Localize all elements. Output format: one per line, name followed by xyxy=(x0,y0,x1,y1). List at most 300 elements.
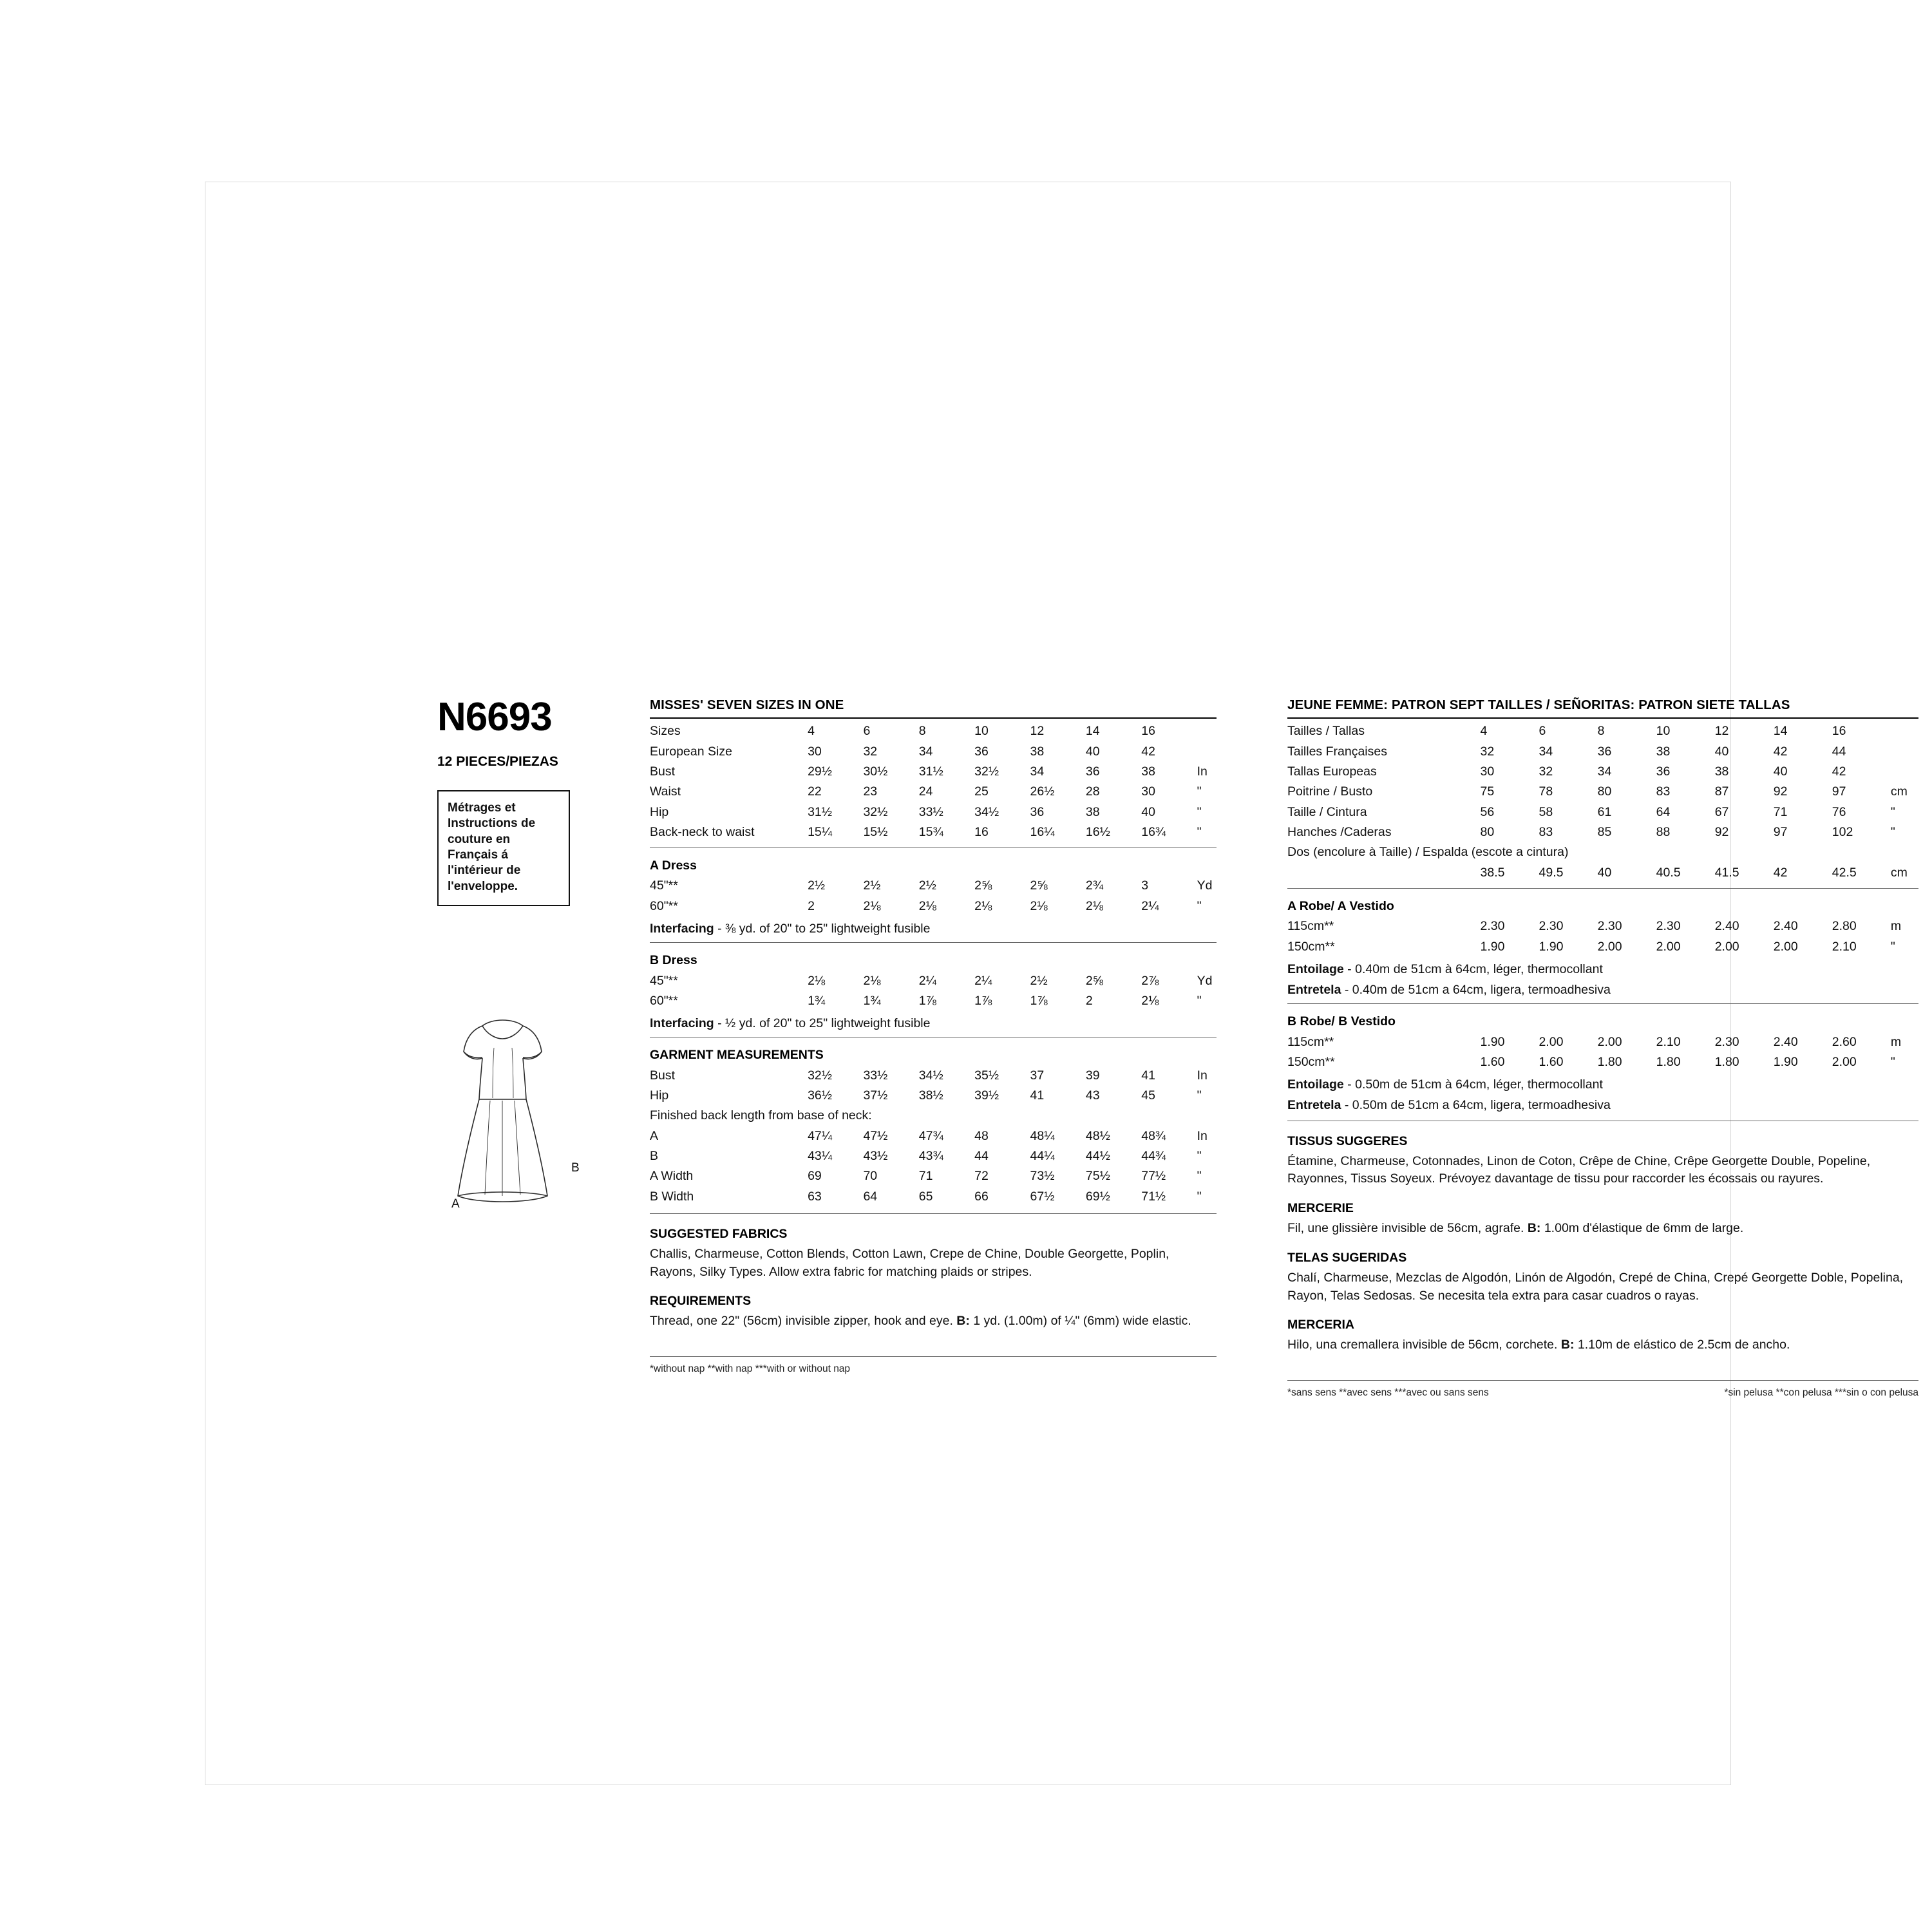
cell: 1.60 xyxy=(1539,1054,1564,1069)
cell: 34½ xyxy=(974,804,999,819)
cell: 31½ xyxy=(808,804,833,819)
table-row xyxy=(650,971,1217,990)
cell: 2⅛ xyxy=(1141,993,1159,1008)
english-footnote-text: *without nap **with nap ***with or without nap xyxy=(650,1363,851,1375)
table-row xyxy=(1287,863,1918,883)
garment-measurements-table xyxy=(650,1065,1217,1207)
table-row xyxy=(650,762,1217,782)
cell: 2¾ xyxy=(1085,878,1103,893)
envelope-back-page xyxy=(205,182,1918,1785)
cell: 1.90 xyxy=(1480,1034,1505,1049)
cell: 36 xyxy=(1656,764,1671,779)
cell: 63 xyxy=(808,1189,822,1204)
cell: 43¾ xyxy=(918,1149,943,1164)
cell: 39½ xyxy=(974,1088,999,1103)
cell: 36½ xyxy=(808,1088,833,1103)
row-label xyxy=(1287,863,1481,883)
cell: 40.5 xyxy=(1656,865,1681,880)
cell: 34 xyxy=(918,744,933,759)
divider xyxy=(1287,888,1918,889)
cell: 2.30 xyxy=(1656,919,1681,934)
row-label: Hip xyxy=(650,804,669,819)
english-column xyxy=(650,697,1217,1375)
cell: 41 xyxy=(1030,1088,1045,1103)
b-robe-title: B Robe/ B Vestido xyxy=(1287,1014,1396,1029)
cell: 37½ xyxy=(863,1088,888,1103)
row-label: 150cm** xyxy=(1287,939,1335,954)
unit: In xyxy=(1197,1068,1208,1083)
table-row xyxy=(650,896,1217,916)
figure-label-b: B xyxy=(571,1160,580,1175)
cell: 22 xyxy=(808,784,822,799)
row-label: 115cm** xyxy=(1287,919,1334,934)
row-label: Sizes xyxy=(650,724,681,739)
cell: 2⅛ xyxy=(863,973,881,988)
cell: 38 xyxy=(1085,804,1100,819)
cell: 34 xyxy=(1597,764,1612,779)
cell: 2.60 xyxy=(1832,1034,1857,1049)
cell: 69½ xyxy=(1085,1189,1110,1204)
table-row xyxy=(650,1166,1217,1186)
unit: " xyxy=(1890,825,1895,840)
cell: 14 xyxy=(1773,724,1788,739)
a-robe-entoilage: Entoilage - 0.40m de 51cm à 64cm, léger, thermocollant xyxy=(1287,961,1603,976)
cell: 37 xyxy=(1030,1068,1045,1083)
cell: 2½ xyxy=(1030,973,1048,988)
cell: 44¼ xyxy=(1030,1149,1055,1164)
cell: 32½ xyxy=(863,804,888,819)
cell: 72 xyxy=(974,1169,989,1184)
requirements-text: Thread, one 22" (56cm) invisible zipper, hook and eye. B: 1 yd. (1.00m) of ¼" (6mm) wide elastic. xyxy=(650,1314,1191,1329)
cell: 1⅞ xyxy=(1030,993,1048,1008)
cell: 42 xyxy=(1773,865,1788,880)
table-row xyxy=(1287,741,1918,761)
pieces-count: 12 PIECES/PIEZAS xyxy=(437,754,558,769)
cell: 38 xyxy=(1141,764,1155,779)
cell: 40 xyxy=(1773,764,1788,779)
cell: 48¼ xyxy=(1030,1128,1055,1143)
cell: 97 xyxy=(1832,784,1846,799)
suggested-fabrics-title: SUGGESTED FABRICS xyxy=(650,1227,788,1241)
cell: 69 xyxy=(808,1169,822,1184)
cell: 1.60 xyxy=(1480,1054,1505,1069)
unit: " xyxy=(1890,1054,1895,1069)
cell: 44½ xyxy=(1085,1149,1110,1164)
cell: 2.00 xyxy=(1656,939,1681,954)
table-row xyxy=(650,782,1217,802)
cell: 32 xyxy=(1480,744,1495,759)
cell: 25 xyxy=(974,784,989,799)
cell: 16¾ xyxy=(1141,825,1166,840)
unit: " xyxy=(1197,1149,1202,1164)
unit: " xyxy=(1197,1189,1202,1204)
b-robe-entretela: Entretela - 0.50m de 51cm a 64cm, ligera, termoadhesiva xyxy=(1287,1098,1611,1113)
unit: " xyxy=(1197,993,1202,1008)
cell: 36 xyxy=(1030,804,1045,819)
cell: 40 xyxy=(1141,804,1155,819)
row-label: 115cm** xyxy=(1287,1034,1334,1049)
cell: 1¾ xyxy=(808,993,826,1008)
cell: 29½ xyxy=(808,764,833,779)
requirements-title: REQUIREMENTS xyxy=(650,1294,752,1309)
a-robe-entretela: Entretela - 0.40m de 51cm a 64cm, ligera, termoadhesiva xyxy=(1287,983,1611,998)
row-label: Taille / Cintura xyxy=(1287,804,1367,819)
table-row xyxy=(650,741,1217,761)
table-row xyxy=(1287,822,1918,842)
cell: 24 xyxy=(918,784,933,799)
english-heading: MISSES' SEVEN SIZES IN ONE xyxy=(650,697,1217,719)
cell: 2 xyxy=(1085,993,1093,1008)
cell: 1¾ xyxy=(863,993,881,1008)
cell: 10 xyxy=(974,724,989,739)
cell: 40 xyxy=(1714,744,1729,759)
cell: 40 xyxy=(1597,865,1612,880)
cell: 2⅛ xyxy=(1085,898,1103,913)
cell: 80 xyxy=(1480,825,1495,840)
cell: 1.90 xyxy=(1539,939,1564,954)
unit: " xyxy=(1890,939,1895,954)
unit: m xyxy=(1890,919,1902,934)
cell: 58 xyxy=(1539,804,1553,819)
cell: 26½ xyxy=(1030,784,1055,799)
divider xyxy=(1287,1003,1918,1004)
table-row xyxy=(1287,842,1918,862)
cell: 65 xyxy=(918,1189,933,1204)
a-dress-table xyxy=(650,876,1217,916)
english-size-table xyxy=(650,721,1217,842)
cell: 2⅝ xyxy=(1030,878,1048,893)
cell: 44 xyxy=(974,1149,989,1164)
table-row xyxy=(650,1086,1217,1106)
cell: 45 xyxy=(1141,1088,1155,1103)
cell: 32 xyxy=(1539,764,1553,779)
cell: 2½ xyxy=(863,878,881,893)
cell: 102 xyxy=(1832,825,1853,840)
row-label: Hip xyxy=(650,1088,669,1103)
cell: 71 xyxy=(1773,804,1788,819)
cell: 75½ xyxy=(1085,1169,1110,1184)
b-dress-title: B Dress xyxy=(650,953,697,968)
table-row xyxy=(1287,936,1918,956)
cell: 2½ xyxy=(918,878,936,893)
cell: 41.5 xyxy=(1714,865,1739,880)
cell: 1.80 xyxy=(1597,1054,1622,1069)
cell: 36 xyxy=(1597,744,1612,759)
cell: 76 xyxy=(1832,804,1846,819)
b-dress-interfacing: Interfacing - ½ yd. of 20" to 25" lightweight fusible xyxy=(650,1016,931,1031)
cell: 16 xyxy=(1832,724,1846,739)
cell: 42.5 xyxy=(1832,865,1857,880)
cell: 33½ xyxy=(863,1068,888,1083)
cell: 92 xyxy=(1714,825,1729,840)
cell: 66 xyxy=(974,1189,989,1204)
french-instructions-box xyxy=(437,790,570,906)
cell: 75 xyxy=(1480,784,1495,799)
cell: 70 xyxy=(863,1169,878,1184)
cell: 31½ xyxy=(918,764,943,779)
cell: 2½ xyxy=(808,878,826,893)
cell: 87 xyxy=(1714,784,1729,799)
mercerie-text: Fil, une glissière invisible de 56cm, agrafe. B: 1.00m d'élastique de 6mm de large. xyxy=(1287,1221,1744,1236)
cell: 2.30 xyxy=(1539,919,1564,934)
figure-label-a: A xyxy=(451,1197,460,1211)
row-label: 45"** xyxy=(650,878,678,893)
cell: 32½ xyxy=(974,764,999,779)
cell: 2.40 xyxy=(1773,919,1798,934)
cell: 1⅞ xyxy=(918,993,936,1008)
cell: 44¾ xyxy=(1141,1149,1166,1164)
cell: 38.5 xyxy=(1480,865,1505,880)
cell: 47½ xyxy=(863,1128,888,1143)
cell: 38 xyxy=(1656,744,1671,759)
row-label: Poitrine / Busto xyxy=(1287,784,1373,799)
cell: 2⅛ xyxy=(1030,898,1048,913)
row-label: Waist xyxy=(650,784,681,799)
cell: 33½ xyxy=(918,804,943,819)
row-label: Back-neck to waist xyxy=(650,825,755,840)
cell: 2.00 xyxy=(1714,939,1739,954)
telas-title: TELAS SUGERIDAS xyxy=(1287,1250,1407,1265)
row-label: European Size xyxy=(650,744,732,759)
telas-text: Chalí, Charmeuse, Mezclas de Algodón, Linón de Algodón, Crepé de China, Crepé Georgette Doble, Popelina, Rayon, Telas Sedosas. Se necesita tela extra para casar cuadros o rayas. xyxy=(1287,1270,1904,1303)
cell: 32½ xyxy=(808,1068,833,1083)
cell: 34½ xyxy=(918,1068,943,1083)
cell: 39 xyxy=(1085,1068,1100,1083)
cell: 36 xyxy=(1085,764,1100,779)
unit xyxy=(1197,741,1217,761)
cell: 34 xyxy=(1539,744,1553,759)
cell: 16½ xyxy=(1085,825,1110,840)
cell: 36 xyxy=(974,744,989,759)
french-instructions-text: Métrages et Instructions de couture en Français á l'intérieur de l'enveloppe. xyxy=(448,801,536,893)
cell: 16 xyxy=(974,825,989,840)
page-title: N6693 xyxy=(437,695,552,739)
cell: 2.00 xyxy=(1832,1054,1857,1069)
row-label: 150cm** xyxy=(1287,1054,1335,1069)
cell: 85 xyxy=(1597,825,1612,840)
cell: 15¼ xyxy=(808,825,833,840)
cell: 35½ xyxy=(974,1068,999,1083)
unit: " xyxy=(1197,804,1202,819)
cell: 4 xyxy=(1480,724,1488,739)
cell: 2 xyxy=(808,898,815,913)
divider xyxy=(650,942,1217,943)
row-label: Tailles Françaises xyxy=(1287,744,1387,759)
cell: 41 xyxy=(1141,1068,1155,1083)
cell: 77½ xyxy=(1141,1169,1166,1184)
row-label: A xyxy=(650,1128,659,1143)
cell: 2¼ xyxy=(974,973,992,988)
cell: 2⅛ xyxy=(863,898,881,913)
unit: In xyxy=(1197,1128,1208,1143)
cell: 67½ xyxy=(1030,1189,1055,1204)
cell: 12 xyxy=(1030,724,1045,739)
table-row xyxy=(650,991,1217,1011)
table-row xyxy=(650,822,1217,842)
dress-line-drawing-svg xyxy=(437,1003,592,1222)
unit xyxy=(1197,721,1217,741)
cell: 1.90 xyxy=(1480,939,1505,954)
b-dress-table xyxy=(650,971,1217,1011)
cell: 16 xyxy=(1141,724,1155,739)
cell: 43½ xyxy=(863,1149,888,1164)
french-footnote-text: *sans sens **avec sens ***avec ou sans sens xyxy=(1287,1387,1489,1398)
french-size-table xyxy=(1287,721,1918,883)
table-row xyxy=(1287,916,1918,936)
tissus-text: Étamine, Charmeuse, Cotonnades, Linon de Coton, Crêpe de Chine, Crêpe Georgette Double, Popeline, Rayonnes, Tissus Soyeux. Prévoyez davantage de tissu pour raccorder les écossais ou rayures. xyxy=(1287,1153,1871,1186)
cell: 10 xyxy=(1656,724,1671,739)
a-robe-table xyxy=(1287,916,1918,957)
cell: 2.80 xyxy=(1832,919,1857,934)
merceria-title: MERCERIA xyxy=(1287,1318,1355,1332)
back-neck-label: Dos (encolure à Taille) / Espalda (escote a cintura) xyxy=(1287,845,1569,860)
cell: 47¼ xyxy=(808,1128,833,1143)
cell: 80 xyxy=(1597,784,1612,799)
cell: 88 xyxy=(1656,825,1671,840)
cell: 15½ xyxy=(863,825,888,840)
cell: 2⅞ xyxy=(1141,973,1159,988)
left-rail xyxy=(437,697,630,1222)
cell: 78 xyxy=(1539,784,1553,799)
table-row xyxy=(650,1146,1217,1166)
row-label: Bust xyxy=(650,1068,676,1083)
table-row xyxy=(1287,782,1918,802)
a-dress-title: A Dress xyxy=(650,858,697,873)
cell: 40 xyxy=(1085,744,1100,759)
divider xyxy=(650,1213,1217,1214)
unit: " xyxy=(1197,784,1202,799)
unit: m xyxy=(1890,1034,1902,1049)
cell: 2.10 xyxy=(1832,939,1857,954)
cell: 56 xyxy=(1480,804,1495,819)
cell: 83 xyxy=(1539,825,1553,840)
cell: 2.00 xyxy=(1597,939,1622,954)
cell: 14 xyxy=(1085,724,1100,739)
cell: 38 xyxy=(1030,744,1045,759)
cell: 48¾ xyxy=(1141,1128,1166,1143)
cell: 38½ xyxy=(918,1088,943,1103)
cell: 30 xyxy=(808,744,822,759)
table-row xyxy=(650,1106,1217,1126)
dress-illustration xyxy=(437,1003,592,1222)
unit: " xyxy=(1197,1169,1202,1184)
row-label: A Width xyxy=(650,1169,694,1184)
cell: 30 xyxy=(1480,764,1495,779)
unit xyxy=(1891,721,1918,741)
cell: 2¼ xyxy=(1141,898,1159,913)
cell: 1.80 xyxy=(1714,1054,1739,1069)
unit: " xyxy=(1197,898,1202,913)
table-row xyxy=(1287,721,1918,741)
cell: 97 xyxy=(1773,825,1788,840)
cell: 2.40 xyxy=(1773,1034,1798,1049)
cell: 32 xyxy=(863,744,878,759)
cell: 3 xyxy=(1141,878,1149,893)
cell: 4 xyxy=(808,724,815,739)
cell: 30½ xyxy=(863,764,888,779)
row-label: 60"** xyxy=(650,993,678,1008)
row-label: Hanches /Caderas xyxy=(1287,825,1392,840)
cell: 43¼ xyxy=(808,1149,833,1164)
garment-measurements-title: GARMENT MEASUREMENTS xyxy=(650,1048,824,1063)
cell: 71½ xyxy=(1141,1189,1166,1204)
b-robe-entoilage: Entoilage - 0.50m de 51cm à 64cm, léger, thermocollant xyxy=(1287,1077,1603,1092)
cell: 47¾ xyxy=(918,1128,943,1143)
cell: 8 xyxy=(1597,724,1605,739)
cell: 44 xyxy=(1832,744,1846,759)
table-row xyxy=(650,1187,1217,1207)
unit: " xyxy=(1890,804,1895,819)
cell: 2.00 xyxy=(1597,1034,1622,1049)
table-row xyxy=(650,1065,1217,1085)
cell: 92 xyxy=(1773,784,1788,799)
french-spanish-column xyxy=(1287,697,1918,1399)
cell: 2.30 xyxy=(1597,919,1622,934)
table-row xyxy=(1287,1052,1918,1072)
cell: 23 xyxy=(863,784,878,799)
finished-length-label: Finished back length from base of neck: xyxy=(650,1108,872,1123)
b-robe-table xyxy=(1287,1032,1918,1072)
cell: 2⅛ xyxy=(808,973,826,988)
row-label: 60"** xyxy=(650,898,678,913)
cell: 1.80 xyxy=(1656,1054,1681,1069)
cell: 2.40 xyxy=(1714,919,1739,934)
table-row xyxy=(1287,762,1918,782)
cell: 2.10 xyxy=(1656,1034,1681,1049)
cell: 2.30 xyxy=(1480,919,1505,934)
cell: 2⅛ xyxy=(974,898,992,913)
cell: 61 xyxy=(1597,804,1612,819)
suggested-fabrics-text: Challis, Charmeuse, Cotton Blends, Cotton Lawn, Crepe de Chine, Double Georgette, Poplin, Rayons, Silky Types. Allow extra fabric for matching plaids or stripes. xyxy=(650,1247,1170,1279)
cell: 1⅞ xyxy=(974,993,992,1008)
unit: " xyxy=(1197,1088,1202,1103)
unit: In xyxy=(1197,764,1208,779)
cell: 43 xyxy=(1085,1088,1100,1103)
cell: 67 xyxy=(1714,804,1729,819)
english-footnotes xyxy=(650,1356,1217,1375)
row-label: B xyxy=(650,1149,659,1164)
table-row xyxy=(1287,1032,1918,1052)
unit xyxy=(1891,741,1918,761)
cell: 34 xyxy=(1030,764,1045,779)
table-row xyxy=(650,876,1217,896)
cell: 15¾ xyxy=(918,825,943,840)
row-label: Bust xyxy=(650,764,676,779)
unit: Yd xyxy=(1197,878,1213,893)
a-robe-title: A Robe/ A Vestido xyxy=(1287,899,1394,913)
row-label: Tailles / Tallas xyxy=(1287,724,1365,739)
cell: 16¼ xyxy=(1030,825,1055,840)
spanish-footnote-text: *sin pelusa **con pelusa ***sin o con pelusa xyxy=(1724,1387,1918,1398)
unit: " xyxy=(1197,825,1202,840)
cell: 6 xyxy=(1539,724,1546,739)
table-row xyxy=(650,802,1217,822)
cell: 2.30 xyxy=(1714,1034,1739,1049)
mercerie-title: MERCERIE xyxy=(1287,1201,1354,1216)
cell: 48 xyxy=(974,1128,989,1143)
cell: 28 xyxy=(1085,784,1100,799)
footnote-row xyxy=(1287,1387,1918,1399)
cell: 1.90 xyxy=(1773,1054,1798,1069)
cell: 2¼ xyxy=(918,973,936,988)
merceria-text: Hilo, una cremallera invisible de 56cm, corchete. B: 1.10m de elástico de 2.5cm de ancho. xyxy=(1287,1338,1790,1352)
row-label: B Width xyxy=(650,1189,694,1204)
cell: 2.00 xyxy=(1539,1034,1564,1049)
cell: 30 xyxy=(1141,784,1155,799)
cell: 12 xyxy=(1714,724,1729,739)
cell: 42 xyxy=(1141,744,1155,759)
cell: 6 xyxy=(863,724,871,739)
